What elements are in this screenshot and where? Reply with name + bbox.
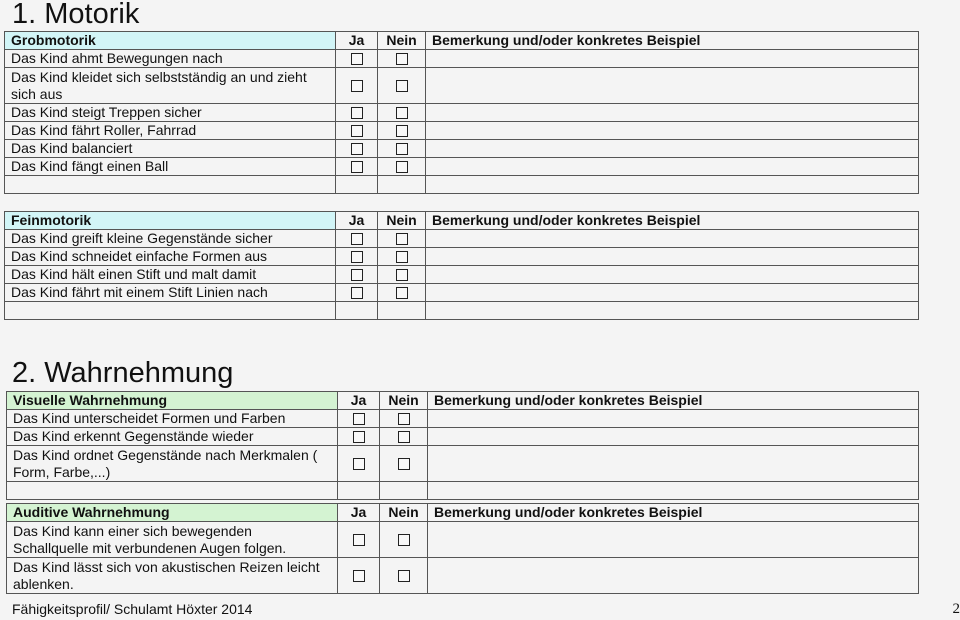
column-nein: Nein xyxy=(378,212,426,230)
table-row xyxy=(5,284,919,302)
ja-cell xyxy=(338,410,380,428)
nein-cell xyxy=(380,558,428,594)
table-feinmotorik xyxy=(4,211,919,320)
page-number: 2 xyxy=(952,601,960,617)
remark-field[interactable] xyxy=(426,158,919,176)
heading-motorik: 1. Motorik xyxy=(12,0,140,30)
item-text: Das Kind fängt einen Ball xyxy=(5,158,336,176)
nein-cell xyxy=(380,446,428,482)
table-row xyxy=(5,266,919,284)
table-auditive-wahrnehmung xyxy=(6,503,919,594)
nein-cell xyxy=(380,522,428,558)
table-grobmotorik xyxy=(4,31,919,194)
ja-cell xyxy=(336,266,378,284)
nein-checkbox[interactable] xyxy=(398,413,410,425)
nein-checkbox[interactable] xyxy=(396,161,408,173)
ja-checkbox[interactable] xyxy=(351,233,363,245)
column-remark: Bemerkung und/oder konkretes Beispiel xyxy=(428,392,919,410)
table-row xyxy=(5,68,919,104)
remark-field[interactable] xyxy=(426,104,919,122)
ja-cell xyxy=(336,140,378,158)
nein-checkbox[interactable] xyxy=(396,251,408,263)
ja-checkbox[interactable] xyxy=(353,458,365,470)
item-text: Das Kind kleidet sich selbstständig an und zieht sich aus xyxy=(5,68,336,104)
nein-checkbox[interactable] xyxy=(396,143,408,155)
ja-cell xyxy=(336,284,378,302)
ja-cell xyxy=(336,68,378,104)
item-text: Das Kind ordnet Gegenstände nach Merkmalen ( Form, Farbe,...) xyxy=(7,446,338,482)
ja-cell xyxy=(338,522,380,558)
ja-cell xyxy=(336,248,378,266)
ja-cell xyxy=(336,50,378,68)
ja-checkbox[interactable] xyxy=(353,570,365,582)
table-row xyxy=(7,558,919,594)
nein-cell xyxy=(378,68,426,104)
nein-cell xyxy=(378,122,426,140)
table-row xyxy=(7,410,919,428)
ja-checkbox[interactable] xyxy=(351,80,363,92)
column-nein: Nein xyxy=(380,504,428,522)
column-remark: Bemerkung und/oder konkretes Beispiel xyxy=(426,32,919,50)
ja-cell xyxy=(336,158,378,176)
section-title: Visuelle Wahrnehmung xyxy=(7,392,338,410)
nein-cell xyxy=(378,50,426,68)
footer-text: Fähigkeitsprofil/ Schulamt Höxter 2014 xyxy=(12,601,253,617)
nein-cell xyxy=(378,230,426,248)
nein-checkbox[interactable] xyxy=(396,107,408,119)
nein-checkbox[interactable] xyxy=(398,534,410,546)
nein-checkbox[interactable] xyxy=(396,53,408,65)
ja-cell xyxy=(336,230,378,248)
ja-checkbox[interactable] xyxy=(351,269,363,281)
table-row xyxy=(5,122,919,140)
empty-cell[interactable] xyxy=(378,176,426,194)
remark-field[interactable] xyxy=(426,140,919,158)
nein-cell xyxy=(378,104,426,122)
column-ja: Ja xyxy=(338,392,380,410)
empty-cell[interactable] xyxy=(426,176,919,194)
remark-field[interactable] xyxy=(428,428,919,446)
ja-cell xyxy=(336,122,378,140)
column-ja: Ja xyxy=(336,32,378,50)
ja-checkbox[interactable] xyxy=(351,125,363,137)
nein-cell xyxy=(378,248,426,266)
item-text: Das Kind unterscheidet Formen und Farben xyxy=(7,410,338,428)
column-ja: Ja xyxy=(338,504,380,522)
item-text: Das Kind balanciert xyxy=(5,140,336,158)
table-row xyxy=(5,50,919,68)
nein-checkbox[interactable] xyxy=(398,458,410,470)
column-nein: Nein xyxy=(380,392,428,410)
remark-field[interactable] xyxy=(426,266,919,284)
nein-cell xyxy=(378,158,426,176)
table-row xyxy=(5,104,919,122)
item-text: Das Kind fährt mit einem Stift Linien nach xyxy=(5,284,336,302)
item-text: Das Kind kann einer sich bewegenden Schallquelle mit verbundenen Augen folgen. xyxy=(7,522,338,558)
section-title: Auditive Wahrnehmung xyxy=(7,504,338,522)
nein-checkbox[interactable] xyxy=(398,431,410,443)
ja-checkbox[interactable] xyxy=(351,53,363,65)
nein-checkbox[interactable] xyxy=(396,80,408,92)
table-row xyxy=(5,158,919,176)
empty-row xyxy=(5,302,919,320)
item-text: Das Kind fährt Roller, Fahrrad xyxy=(5,122,336,140)
table-header-row xyxy=(7,392,919,410)
remark-field[interactable] xyxy=(428,410,919,428)
nein-cell xyxy=(378,266,426,284)
ja-checkbox[interactable] xyxy=(351,287,363,299)
nein-checkbox[interactable] xyxy=(396,287,408,299)
empty-cell[interactable] xyxy=(428,482,919,500)
column-nein: Nein xyxy=(378,32,426,50)
empty-cell[interactable] xyxy=(380,482,428,500)
item-text: Das Kind hält einen Stift und malt damit xyxy=(5,266,336,284)
table-header-row xyxy=(7,504,919,522)
remark-field[interactable] xyxy=(426,284,919,302)
column-ja: Ja xyxy=(336,212,378,230)
table-row xyxy=(7,446,919,482)
column-remark: Bemerkung und/oder konkretes Beispiel xyxy=(428,504,919,522)
ja-cell xyxy=(338,446,380,482)
empty-cell[interactable] xyxy=(5,302,336,320)
table-row xyxy=(7,428,919,446)
item-text: Das Kind ahmt Bewegungen nach xyxy=(5,50,336,68)
empty-cell[interactable] xyxy=(338,482,380,500)
column-remark: Bemerkung und/oder konkretes Beispiel xyxy=(426,212,919,230)
item-text: Das Kind greift kleine Gegenstände sicher xyxy=(5,230,336,248)
ja-checkbox[interactable] xyxy=(353,431,365,443)
nein-checkbox[interactable] xyxy=(396,269,408,281)
ja-cell xyxy=(338,558,380,594)
ja-checkbox[interactable] xyxy=(353,534,365,546)
item-text: Das Kind schneidet einfache Formen aus xyxy=(5,248,336,266)
nein-cell xyxy=(378,140,426,158)
remark-field[interactable] xyxy=(426,50,919,68)
ja-checkbox[interactable] xyxy=(351,143,363,155)
table-row xyxy=(5,248,919,266)
table-row xyxy=(7,522,919,558)
heading-wahrnehmung: 2. Wahrnehmung xyxy=(12,357,234,389)
ja-cell xyxy=(338,428,380,446)
table-visuelle-wahrnehmung xyxy=(6,391,919,500)
nein-checkbox[interactable] xyxy=(396,233,408,245)
empty-cell[interactable] xyxy=(7,482,338,500)
nein-checkbox[interactable] xyxy=(396,125,408,137)
remark-field[interactable] xyxy=(428,558,919,594)
nein-cell xyxy=(380,428,428,446)
item-text: Das Kind erkennt Gegenstände wieder xyxy=(7,428,338,446)
empty-cell[interactable] xyxy=(378,302,426,320)
table-header-row xyxy=(5,32,919,50)
remark-field[interactable] xyxy=(426,68,919,104)
table-header-row xyxy=(5,212,919,230)
remark-field[interactable] xyxy=(426,230,919,248)
ja-cell xyxy=(336,104,378,122)
remark-field[interactable] xyxy=(428,446,919,482)
nein-cell xyxy=(378,284,426,302)
table-row xyxy=(5,230,919,248)
ja-checkbox[interactable] xyxy=(351,161,363,173)
empty-cell[interactable] xyxy=(336,302,378,320)
item-text: Das Kind lässt sich von akustischen Reizen leicht ablenken. xyxy=(7,558,338,594)
empty-cell[interactable] xyxy=(336,176,378,194)
nein-cell xyxy=(380,410,428,428)
remark-field[interactable] xyxy=(426,122,919,140)
empty-row xyxy=(5,176,919,194)
empty-cell[interactable] xyxy=(426,302,919,320)
empty-row xyxy=(7,482,919,500)
remark-field[interactable] xyxy=(426,248,919,266)
ja-checkbox[interactable] xyxy=(351,251,363,263)
ja-checkbox[interactable] xyxy=(353,413,365,425)
empty-cell[interactable] xyxy=(5,176,336,194)
table-row xyxy=(5,140,919,158)
section-title: Grobmotorik xyxy=(5,32,336,50)
section-title: Feinmotorik xyxy=(5,212,336,230)
item-text: Das Kind steigt Treppen sicher xyxy=(5,104,336,122)
remark-field[interactable] xyxy=(428,522,919,558)
nein-checkbox[interactable] xyxy=(398,570,410,582)
ja-checkbox[interactable] xyxy=(351,107,363,119)
